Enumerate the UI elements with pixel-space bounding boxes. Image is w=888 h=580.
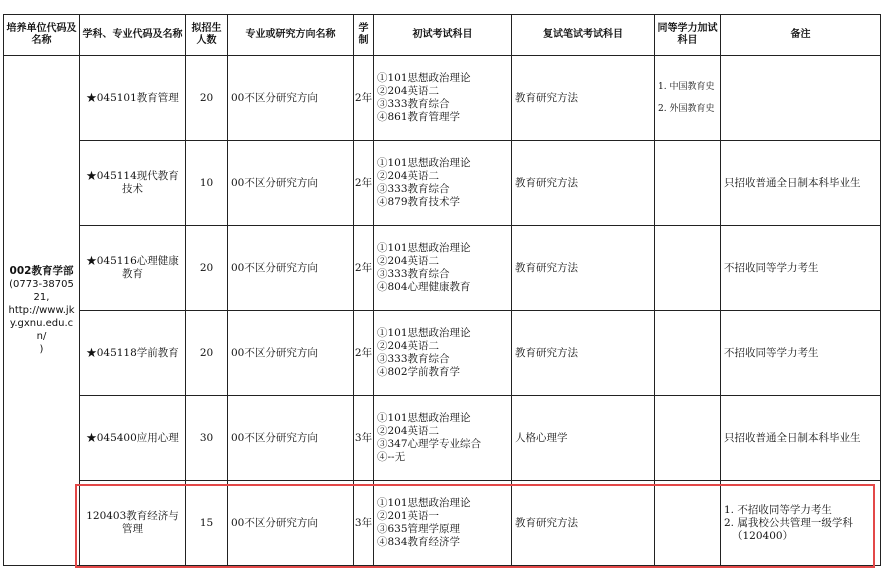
- exam-line: ②201英语一: [377, 510, 440, 522]
- retest-cell: 教育研究方法: [512, 56, 655, 141]
- exam-line: ④861教育管理学: [377, 111, 461, 123]
- exam-line: ②204英语二: [377, 340, 440, 352]
- exam-line: ②204英语二: [377, 425, 440, 437]
- header-equiv: 同等学力加试科目: [655, 15, 721, 56]
- direction-cell: 00不区分研究方向: [228, 311, 354, 396]
- exam-cell: [374, 396, 512, 481]
- major-cell: ★045118学前教育: [80, 311, 186, 396]
- table-row: [4, 396, 881, 481]
- unit-close: ): [39, 344, 44, 355]
- note-line: 只招收普通全日制本科毕业生: [724, 431, 861, 444]
- equiv-line: 1. 中国教育史: [658, 82, 715, 92]
- note-line: 不招收同等学力考生: [724, 346, 819, 359]
- table-row: [4, 226, 881, 311]
- major-cell: ★045116心理健康教育: [80, 226, 186, 311]
- exam-cell: [374, 311, 512, 396]
- exam-line: ③333教育综合: [377, 183, 450, 195]
- direction-cell: 00不区分研究方向: [228, 226, 354, 311]
- years-cell: 3年: [354, 481, 374, 566]
- note-line: 不招收同等学力考生: [724, 261, 819, 274]
- table-row: [4, 56, 881, 141]
- header-major: 学科、专业代码及名称: [80, 15, 186, 56]
- header-enroll: 拟招生人数: [186, 15, 228, 56]
- header-retest: 复试笔试考试科目: [512, 15, 655, 56]
- equiv-cell: [655, 311, 721, 396]
- table-body: [4, 56, 881, 566]
- years-cell: 2年: [354, 56, 374, 141]
- exam-line: ②204英语二: [377, 170, 440, 182]
- years-cell: 3年: [354, 396, 374, 481]
- exam-line: ④--无: [377, 451, 406, 463]
- note-line: （120400）: [732, 529, 794, 542]
- table-row: [4, 311, 881, 396]
- major-cell: ★045114现代教育技术: [80, 141, 186, 226]
- enroll-cell: 20: [186, 311, 228, 396]
- enroll-cell: 30: [186, 396, 228, 481]
- exam-line: ③333教育综合: [377, 353, 450, 365]
- exam-line: ①101思想政治理论: [377, 72, 471, 84]
- exam-cell: [374, 226, 512, 311]
- exam-line: ③333教育综合: [377, 98, 450, 110]
- direction-cell: 00不区分研究方向: [228, 141, 354, 226]
- enroll-cell: 20: [186, 226, 228, 311]
- direction-cell: 00不区分研究方向: [228, 396, 354, 481]
- header-unit: 培养单位代码及名称: [4, 15, 80, 56]
- direction-cell: 00不区分研究方向: [228, 56, 354, 141]
- unit-cell: [4, 56, 80, 566]
- years-cell: 2年: [354, 311, 374, 396]
- exam-line: ①101思想政治理论: [377, 242, 471, 254]
- exam-line: ③635管理学原理: [377, 523, 461, 535]
- exam-cell: [374, 141, 512, 226]
- header-years: 学制: [354, 15, 374, 56]
- major-cell: 120403教育经济与管理: [80, 481, 186, 566]
- equiv-line: 2. 外国教育史: [658, 104, 715, 114]
- enroll-cell: 20: [186, 56, 228, 141]
- admissions-table: [3, 14, 881, 566]
- header-row: [4, 15, 881, 56]
- major-cell: ★045101教育管理: [80, 56, 186, 141]
- exam-line: ①101思想政治理论: [377, 412, 471, 424]
- notes-cell: [721, 141, 881, 226]
- major-cell: ★045400应用心理: [80, 396, 186, 481]
- exam-line: ②204英语二: [377, 85, 440, 97]
- retest-cell: 教育研究方法: [512, 226, 655, 311]
- notes-cell: [721, 311, 881, 396]
- table-row: [4, 141, 881, 226]
- equiv-cell: [655, 141, 721, 226]
- exam-line: ④879教育技术学: [377, 196, 461, 208]
- note-line: 1. 不招收同等学力考生: [724, 503, 832, 516]
- header-notes: 备注: [721, 15, 881, 56]
- equiv-cell: [655, 396, 721, 481]
- retest-cell: 教育研究方法: [512, 311, 655, 396]
- exam-line: ④834教育经济学: [377, 536, 461, 548]
- notes-cell: [721, 481, 881, 566]
- unit-url[interactable]: http://www.jky.gxnu.edu.cn/: [8, 305, 75, 342]
- retest-cell: 教育研究方法: [512, 141, 655, 226]
- admissions-table-container: [3, 14, 881, 566]
- exam-line: ③347心理学专业综合: [377, 438, 482, 450]
- exam-cell: [374, 481, 512, 566]
- enroll-cell: 10: [186, 141, 228, 226]
- header-direction: 专业或研究方向名称: [228, 15, 354, 56]
- equiv-cell: [655, 481, 721, 566]
- retest-cell: 教育研究方法: [512, 481, 655, 566]
- direction-cell: 00不区分研究方向: [228, 481, 354, 566]
- years-cell: 2年: [354, 141, 374, 226]
- equiv-cell: [655, 56, 721, 141]
- exam-line: ①101思想政治理论: [377, 497, 471, 509]
- notes-cell: [721, 396, 881, 481]
- exam-line: ④802学前教育学: [377, 366, 461, 378]
- note-line: 2. 属我校公共管理一级学科: [724, 516, 853, 529]
- table-row: [4, 481, 881, 566]
- header-prelim: 初试考试科目: [374, 15, 512, 56]
- enroll-cell: 15: [186, 481, 228, 566]
- unit-phone: (0773-3870521,: [9, 279, 74, 303]
- exam-line: ②204英语二: [377, 255, 440, 267]
- exam-line: ①101思想政治理论: [377, 157, 471, 169]
- notes-cell: [721, 56, 881, 141]
- equiv-cell: [655, 226, 721, 311]
- notes-cell: [721, 226, 881, 311]
- exam-line: ③333教育综合: [377, 268, 450, 280]
- note-line: 只招收普通全日制本科毕业生: [724, 176, 861, 189]
- unit-name: 002教育学部: [9, 265, 74, 277]
- retest-cell: 人格心理学: [512, 396, 655, 481]
- exam-line: ①101思想政治理论: [377, 327, 471, 339]
- years-cell: 2年: [354, 226, 374, 311]
- exam-line: ④804心理健康教育: [377, 281, 471, 293]
- exam-cell: [374, 56, 512, 141]
